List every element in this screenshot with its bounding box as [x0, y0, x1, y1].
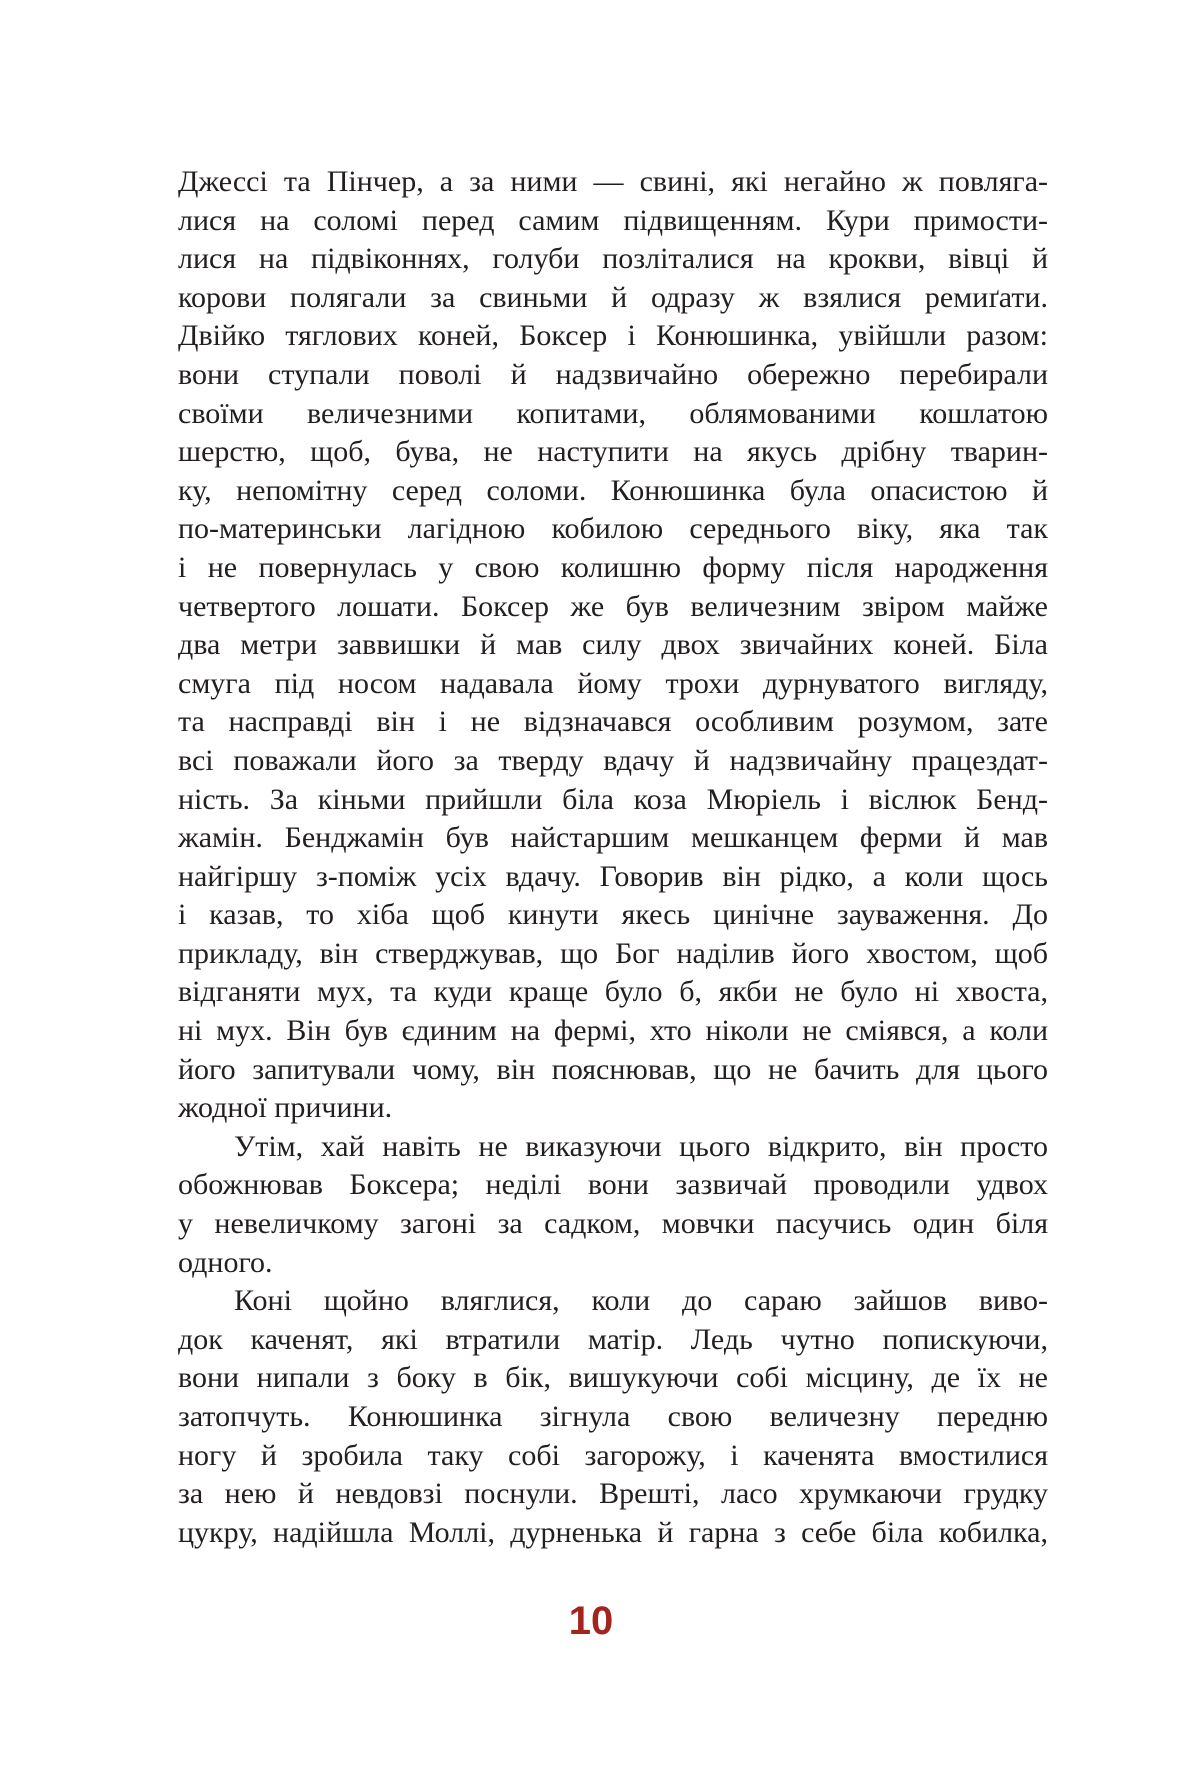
page-number: 10: [568, 1599, 614, 1643]
text-line: Двійко тяглових коней, Боксер і Конюшинка, увійшли разом:: [178, 319, 1048, 353]
text-line: своїми величезними копитами, облямованими кошлатою: [178, 396, 1048, 430]
text-line: відганяти мух, та куди краще було б, якби не було ні хвоста,: [178, 975, 1048, 1009]
text-line: вони ступали поволі й надзвичайно обережно перебирали: [178, 357, 1048, 391]
text-line: ку, непомітну серед соломи. Конюшинка була опасистою й: [178, 473, 1048, 507]
text-line: Джессі та Пінчер, а за ними — свині, які негайно ж повляга-: [178, 165, 1048, 198]
text-line: шерстю, щоб, бува, не наступити на якусь дрібну тварин-: [178, 435, 1048, 469]
text-line: у невеличкому загоні за садком, мовчки пасучись один біля: [178, 1207, 1048, 1241]
text-line: корови полягали за свиньми й одразу ж взялися ремиґати.: [178, 280, 1048, 314]
text-line: Коні щойно вляглися, коли до сараю зайшов виво-: [234, 1284, 1048, 1318]
text-line: жамін. Бенджамін був найстаршим мешканцем ферми й мав: [178, 821, 1048, 855]
text-line: цукру, надійшла Моллі, дурненька й гарна з себе біла кобилка,: [178, 1515, 1048, 1549]
text-line: по-материнськи лагідною кобилою середнього віку, яка так: [178, 512, 1048, 546]
text-line: прикладу, він стверджував, що Бог наділив його хвостом, щоб: [178, 936, 1048, 970]
text-line: Утім, хай навіть не виказуючи цього відкрито, він просто: [234, 1129, 1048, 1163]
paragraph: [178, 163, 1048, 1128]
text-line: одного.: [178, 1245, 273, 1279]
text-line: його запитували чому, він пояснював, що не бачить для цього: [178, 1052, 1048, 1086]
text-line: док каченят, які втратили матір. Ледь чутно попискуючи,: [178, 1322, 1048, 1356]
text-line: четвертого лошати. Боксер же був величезним звіром майже: [178, 589, 1048, 623]
text-line: смуга під носом надавала йому трохи дурнуватого вигляду,: [178, 666, 1048, 700]
text-line: і казав, то хіба щоб кинути якесь цинічне зауваження. До: [178, 898, 1048, 932]
paragraph: [178, 1128, 1048, 1282]
text-line: лися на підвіконнях, голуби позліталися на крокви, вівці й: [178, 242, 1048, 276]
text-line: найгіршу з-поміж усіх вдачу. Говорив він рідко, а коли щось: [178, 859, 1048, 893]
text-line: жодної причини.: [178, 1091, 393, 1125]
text-line: всі поважали його за тверду вдачу й надзвичайну працездат-: [178, 743, 1048, 777]
text-line: затопчуть. Конюшинка зігнула свою величезну передню: [178, 1400, 1048, 1433]
text-line: ногу й зробила таку собі загорожу, і каченята вмостилися: [178, 1438, 1048, 1472]
text-line: два метри заввишки й мав силу двох звичайних коней. Біла: [178, 628, 1048, 662]
paragraph: [178, 1282, 1048, 1552]
text-line: та насправді він і не відзначався особливим розумом, зате: [178, 705, 1048, 739]
text-line: лися на соломі перед самим підвищенням. Кури примости-: [178, 203, 1048, 237]
text-line: за нею й невдовзі поснули. Врешті, ласо хрумкаючи грудку: [178, 1477, 1048, 1511]
text-line: і не повернулась у свою колишню форму після народження: [178, 550, 1048, 584]
text-line: вони нипали з боку в бік, вишукуючи собі місцину, де їх не: [178, 1361, 1048, 1395]
text-line: ність. За кіньми прийшли біла коза Мюріель і віслюк Бенд-: [178, 782, 1048, 816]
body-text: [178, 163, 1048, 1552]
text-line: ні мух. Він був єдиним на фермі, хто ніколи не сміявся, а коли: [178, 1014, 1048, 1048]
text-line: обожнював Боксера; неділі вони зазвичай проводили удвох: [178, 1168, 1048, 1202]
